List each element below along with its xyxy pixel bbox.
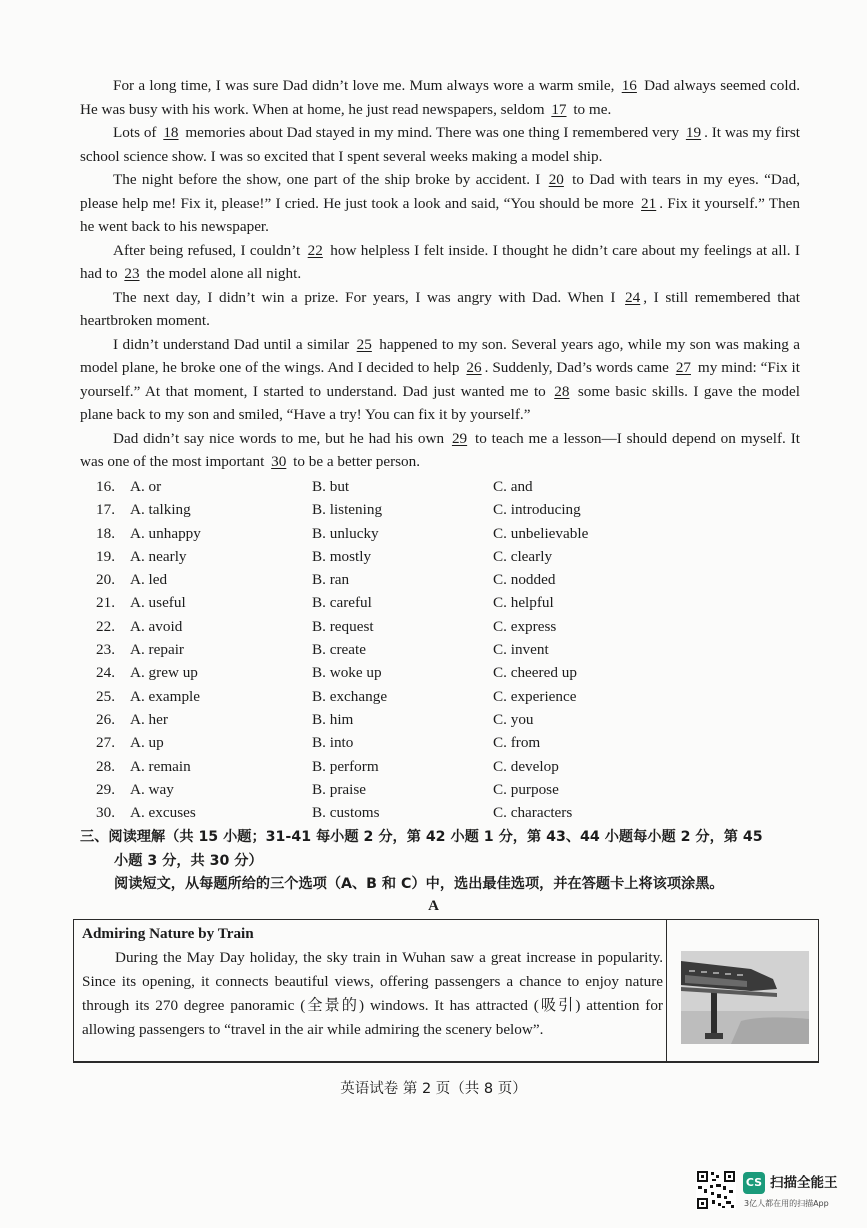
passage-paragraph [80, 74, 800, 121]
option-c: C. from [493, 734, 541, 752]
section-instruction: 阅读短文，从每题所给的三个选项（A、B 和 C）中，选出最佳选项，并在答题卡上将该项涂黑。 [114, 876, 724, 892]
section-heading: 三、阅读理解（共 15 小题；31-41 每小题 2 分，第 42 小题 1 分，第 43、44 小题每小题 2 分，第 45 [80, 829, 763, 845]
option-row [96, 475, 736, 498]
article-body: During the May Day holiday, the sky train in Wuhan saw a great increase in popularity. Since its opening, it connects beautiful views, offering passengers a chance to enjoy nature through its 270 degree panoramic (全景的) windows. It has attracted (吸引) attention for allowing passengers to “travel in the air while admiring the scenery below”. [82, 949, 663, 1038]
option-c: C. experience [493, 687, 577, 705]
option-a: A. nearly [130, 547, 187, 565]
option-row [96, 591, 736, 614]
passage-text: to be a better person. [289, 453, 421, 470]
passage-text: to me. [569, 100, 612, 118]
passage-text: Dad didn’t say nice words to me, but he had his own [113, 429, 449, 447]
sky-train-image [681, 951, 809, 1044]
option-c: C. helpful [493, 594, 554, 612]
question-number: 22. [96, 617, 115, 635]
option-row [96, 731, 736, 754]
reading-section-header [80, 826, 840, 897]
cloze-passage [80, 74, 800, 474]
passage-text: . It was my first school science show. I was so excited that I spent several weeks making a model ship. [80, 124, 800, 165]
option-b: B. mostly [312, 547, 372, 565]
passage-text: Dad always seemed cold. He was busy with his work. When at home, he just read newspapers, seldom [80, 77, 800, 118]
passage-text: happened to my son. Several years ago, while my son was making a model plane, he broke one of the wings. And I decided to help [80, 335, 800, 376]
passage-paragraph [80, 427, 800, 474]
passage-text: For a long time, I was sure Dad didn’t love me. Mum always wore a warm smile, [113, 77, 619, 94]
option-b: B. perform [312, 757, 379, 775]
passage-paragraph [80, 121, 800, 168]
cloze-blank: 18 [163, 124, 179, 141]
section-heading-continued: 小题 3 分，共 30 分） [114, 852, 263, 869]
question-number: 30. [96, 804, 115, 822]
option-c: C. nodded [493, 571, 556, 589]
passage-text: . Suddenly, Dad’s words came [484, 359, 673, 376]
passage-paragraph [80, 286, 800, 333]
passage-letter: A [428, 898, 439, 914]
option-a: A. remain [130, 757, 191, 775]
option-b: B. into [312, 734, 354, 752]
option-b: B. praise [312, 780, 366, 798]
option-a: A. repair [130, 641, 184, 659]
qr-code [696, 1170, 736, 1210]
cloze-blank: 29 [451, 429, 468, 447]
answer-options [96, 475, 736, 824]
passage-text: After being refused, I couldn’t [113, 241, 305, 259]
option-row [96, 615, 736, 638]
cloze-blank: 20 [548, 171, 564, 188]
question-number: 25. [96, 687, 115, 705]
option-row [96, 801, 736, 824]
passage-text: . Fix it yourself.” Then he went back to his newspaper. [80, 194, 800, 235]
option-a: A. grew up [130, 664, 198, 682]
question-number: 17. [96, 501, 115, 519]
cloze-blank: 30 [271, 453, 287, 470]
question-number: 26. [96, 710, 115, 728]
option-a: A. or [130, 478, 162, 495]
option-c: C. you [493, 710, 534, 728]
cloze-blank: 23 [124, 265, 140, 282]
option-a: A. useful [130, 594, 186, 612]
box-divider [666, 920, 667, 1061]
option-c: C. unbelievable [493, 524, 589, 542]
article-box [73, 919, 819, 1063]
question-number: 21. [96, 594, 115, 612]
option-row [96, 568, 736, 591]
cloze-blank: 27 [675, 359, 691, 376]
option-b: B. create [312, 641, 366, 659]
option-b: B. ran [312, 571, 350, 589]
cloze-blank: 28 [554, 382, 570, 400]
option-a: A. excuses [130, 804, 196, 822]
cloze-blank: 26 [466, 359, 482, 376]
option-b: B. customs [312, 804, 380, 822]
option-b: B. request [312, 617, 374, 635]
passage-paragraph [80, 168, 800, 239]
option-row [96, 522, 736, 545]
question-number: 18. [96, 524, 115, 542]
article-text [82, 922, 663, 1042]
question-number: 19. [96, 547, 115, 565]
option-a: A. up [130, 734, 164, 752]
option-row [96, 498, 736, 521]
cloze-blank: 24 [625, 288, 641, 306]
option-a: A. talking [130, 501, 191, 519]
question-number: 29. [96, 780, 115, 798]
passage-text: how helpless I felt inside. I thought he didn’t care about my feelings at all. I had to [80, 241, 800, 282]
passage-text: The night before the show, one part of the ship broke by accident. I [113, 171, 546, 188]
question-number: 16. [96, 478, 115, 495]
cloze-blank: 21 [641, 194, 657, 212]
option-c: C. cheered up [493, 664, 577, 682]
option-a: A. her [130, 710, 168, 728]
qr-code-icon [696, 1170, 736, 1210]
option-a: A. unhappy [130, 524, 201, 542]
passage-text: Lots of [113, 124, 161, 141]
scanner-brand: 扫描全能王 [770, 1175, 838, 1191]
passage-text: the model alone all night. [142, 265, 302, 282]
option-row [96, 755, 736, 778]
cloze-blank: 17 [551, 100, 567, 118]
sky-train-photo [681, 951, 809, 1044]
option-a: A. avoid [130, 617, 183, 635]
option-a: A. led [130, 571, 168, 589]
option-b: B. him [312, 710, 354, 728]
option-a: A. example [130, 687, 201, 705]
passage-text: my mind: “Fix it yourself.” At that moment, I started to understand. Dad just wanted me to [80, 359, 800, 400]
option-c: C. introducing [493, 501, 581, 519]
option-b: B. unlucky [312, 524, 379, 542]
passage-text: some basic skills. I gave the model plane back to my son and smiled, “Have a try! You can fix it by yourself.” [80, 382, 800, 423]
cloze-blank: 25 [356, 335, 372, 353]
cloze-blank: 19 [685, 124, 702, 141]
option-b: B. listening [312, 501, 383, 519]
option-row [96, 638, 736, 661]
passage-text: to teach me a lesson—I should depend on myself. It was one of the most important [80, 429, 800, 470]
option-row [96, 685, 736, 708]
question-number: 27. [96, 734, 115, 752]
passage-text: The next day, I didn’t win a prize. For years, I was angry with Dad. When I [113, 288, 623, 306]
passage-paragraph [80, 239, 800, 286]
passage-text: , I still remembered that heartbroken moment. [80, 288, 801, 329]
option-b: B. exchange [312, 687, 388, 705]
option-row [96, 778, 736, 801]
option-row [96, 708, 736, 731]
option-row [96, 545, 736, 568]
option-b: B. careful [312, 594, 372, 612]
option-row [96, 661, 736, 684]
option-c: C. clearly [493, 547, 553, 565]
cloze-blank: 16 [621, 77, 637, 94]
question-number: 23. [96, 641, 115, 659]
option-c: C. develop [493, 757, 559, 775]
cloze-blank: 22 [307, 241, 323, 259]
option-c: C. purpose [493, 780, 559, 798]
option-b: B. but [312, 478, 350, 495]
passage-text: to Dad with tears in my eyes. “Dad, please help me! Fix it, please!” I cried. He just took a look and said, “You should be more [80, 171, 800, 212]
option-c: C. characters [493, 804, 573, 822]
passage-text: I didn’t understand Dad until a similar [113, 335, 354, 353]
passage-text: memories about Dad stayed in my mind. There was one thing I remembered very [181, 124, 683, 141]
page-footer: 英语试卷 第 2 页（共 8 页） [340, 1081, 527, 1097]
option-b: B. woke up [312, 664, 382, 682]
camscanner-logo-icon: CS [743, 1172, 765, 1194]
scanner-tagline: 3亿人都在用的扫描App [744, 1199, 829, 1208]
question-number: 28. [96, 757, 115, 775]
option-a: A. way [130, 780, 174, 798]
question-number: 20. [96, 571, 115, 589]
option-c: C. express [493, 617, 557, 635]
article-title: Admiring Nature by Train [82, 925, 254, 942]
option-c: C. invent [493, 641, 549, 659]
option-c: C. and [493, 478, 533, 495]
passage-paragraph [80, 333, 800, 427]
question-number: 24. [96, 664, 115, 682]
